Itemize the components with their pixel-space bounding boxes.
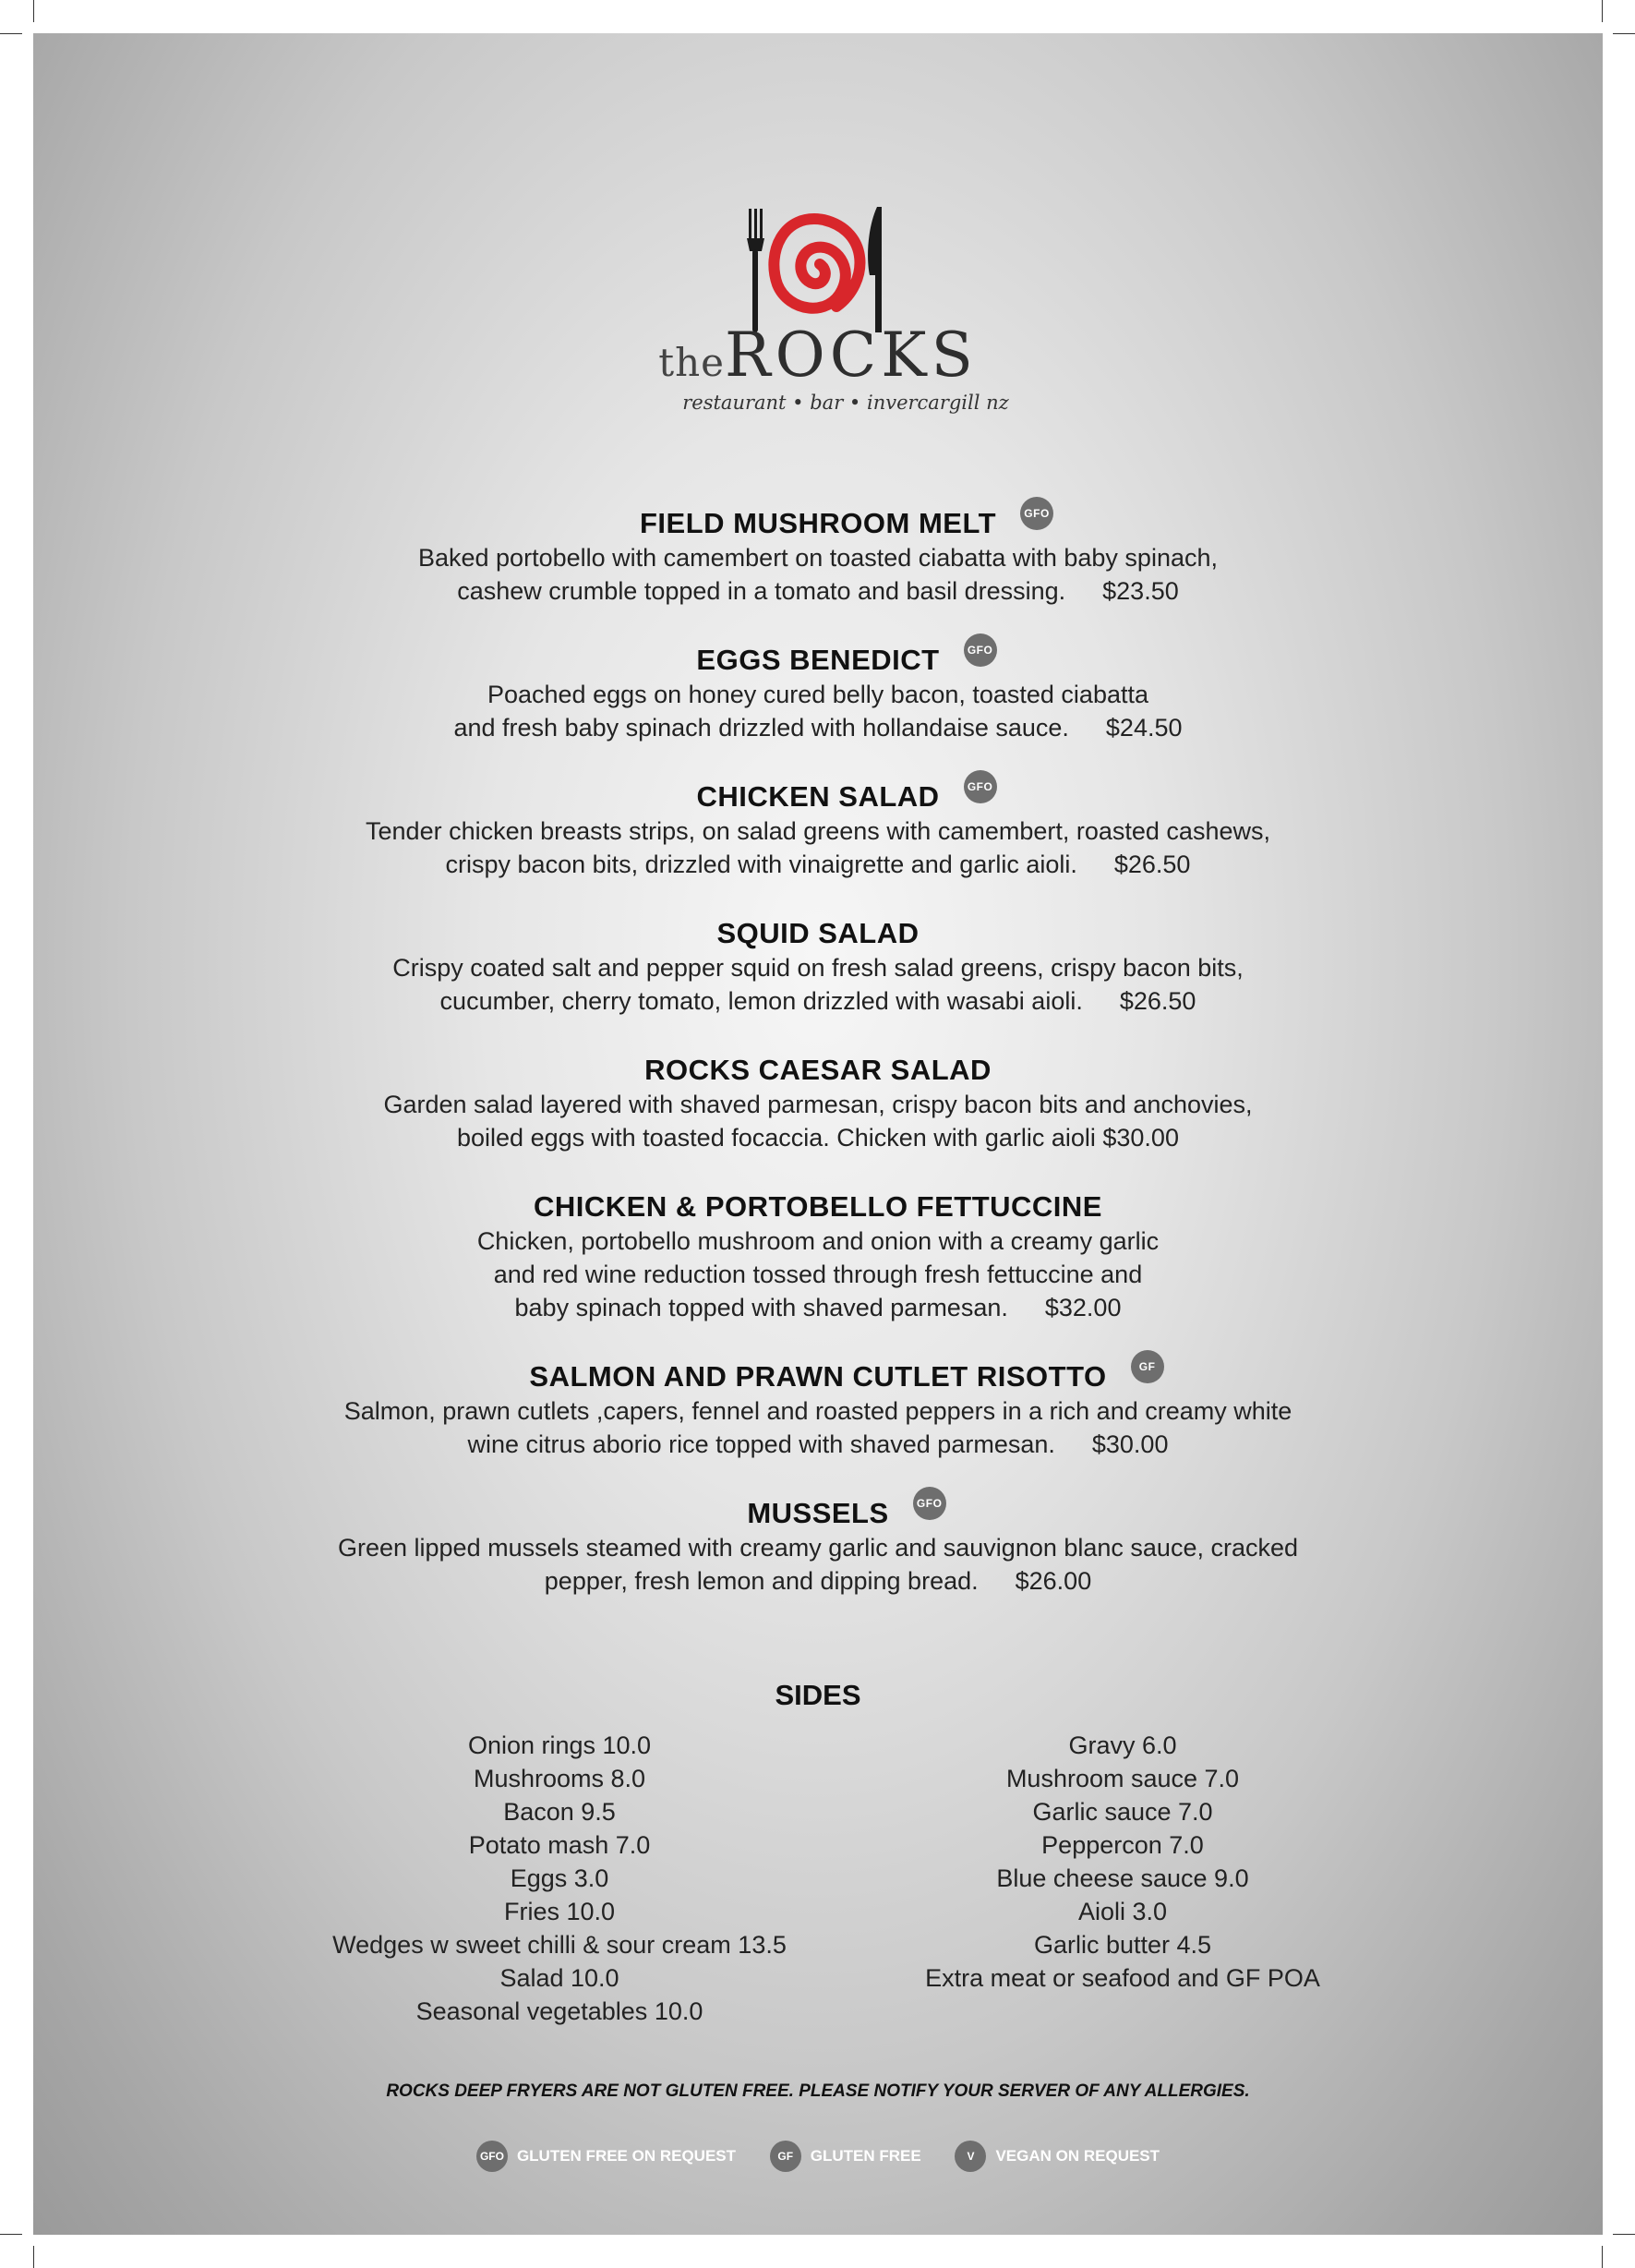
item-title-text: EGGS BENEDICT: [696, 644, 940, 676]
side-item: Bacon 9.5: [503, 1798, 616, 1826]
side-item: Aioli 3.0: [1077, 1898, 1168, 1925]
side-item: Wedges w sweet chilli & sour cream 13.5: [332, 1931, 787, 1959]
legend-item: [476, 2141, 736, 2172]
item-description-line: cashew crumble topped in a tomato and basil dressing. $23.50: [457, 577, 1179, 605]
item-description-line: pepper, fresh lemon and dipping bread. $26.00: [544, 1567, 1092, 1595]
dietary-legend: [33, 2141, 1603, 2172]
side-item: Potato mash 7.0: [468, 1831, 651, 1859]
side-item: Mushroom sauce 7.0: [1005, 1765, 1240, 1792]
item-description: [33, 541, 1603, 608]
menu-item: [33, 643, 1603, 744]
item-description-line: Garden salad layered with shaved parmesan, crispy bacon bits and anchovies,: [383, 1091, 1253, 1118]
crop-mark: [0, 2234, 22, 2235]
crop-mark: [33, 0, 34, 22]
sides-heading: SIDES: [775, 1679, 861, 1711]
legend-label: VEGAN ON REQUEST: [995, 2147, 1160, 2165]
side-item: Salad 10.0: [499, 1964, 619, 1992]
crop-mark: [1602, 0, 1603, 22]
item-description-line: baby spinach topped with shaved parmesan. $32.00: [514, 1294, 1122, 1321]
item-description-line: boiled eggs with toasted focaccia. Chicken with garlic aioli $30.00: [457, 1124, 1179, 1152]
item-price: $26.50: [1119, 987, 1196, 1015]
gfo-badge-icon: GFO: [1020, 497, 1053, 530]
item-description-line: Poached eggs on honey cured belly bacon, toasted ciabatta: [487, 681, 1148, 708]
legend-label: GLUTEN FREE ON REQUEST: [516, 2147, 737, 2165]
legend-label: GLUTEN FREE: [810, 2147, 921, 2165]
item-description-line: and red wine reduction tossed through fresh fettuccine and: [493, 1261, 1143, 1288]
crop-mark: [33, 2246, 34, 2268]
vegan-badge-icon: V: [955, 2141, 986, 2172]
gfo-badge-icon: GFO: [964, 633, 997, 667]
menu-item: [33, 916, 1603, 1018]
item-title: [534, 1189, 1102, 1224]
item-title: [716, 916, 919, 951]
menu-item: [33, 779, 1603, 881]
gf-badge-icon: GF: [1131, 1350, 1164, 1383]
menu-item: [33, 506, 1603, 608]
item-title: [747, 1496, 943, 1531]
item-title-text: CHICKEN SALAD: [696, 780, 940, 813]
item-title-text: MUSSELS: [747, 1497, 889, 1529]
item-title: [644, 1053, 992, 1088]
item-title: [529, 1359, 1156, 1394]
side-item: Blue cheese sauce 9.0: [996, 1864, 1249, 1892]
item-title: [696, 779, 993, 814]
menu-item: [33, 1359, 1603, 1461]
item-title-text: ROCKS CAESAR SALAD: [644, 1054, 992, 1086]
side-item: Seasonal vegetables 10.0: [415, 1997, 703, 2025]
side-item: Extra meat or seafood and GF POA: [925, 1964, 1320, 1992]
item-title: [696, 643, 993, 678]
item-description-line: cucumber, cherry tomato, lemon drizzled with wasabi aioli. $26.50: [439, 987, 1196, 1015]
gfo-badge-icon: GFO: [476, 2141, 508, 2172]
item-description: [33, 951, 1603, 1018]
item-title-text: SQUID SALAD: [716, 917, 920, 949]
item-price: $23.50: [1102, 577, 1179, 605]
item-description: [33, 1224, 1603, 1324]
side-item: Fries 10.0: [503, 1898, 616, 1925]
item-description: [33, 1394, 1603, 1461]
item-description: [33, 814, 1603, 881]
gf-badge-icon: GF: [770, 2141, 801, 2172]
sides-left-column: [273, 1729, 846, 2028]
item-price: $30.00: [1091, 1430, 1169, 1458]
item-price: $24.50: [1105, 714, 1183, 742]
gfo-badge-icon: GFO: [913, 1487, 946, 1520]
item-description-line: wine citrus aborio rice topped with shaved parmesan. $30.00: [467, 1430, 1169, 1458]
menu-items: [33, 506, 1603, 1633]
item-title-text: SALMON AND PRAWN CUTLET RISOTTO: [529, 1360, 1107, 1393]
item-price: $26.50: [1113, 850, 1191, 878]
brand-prefix: the: [658, 340, 725, 385]
gfo-badge-icon: GFO: [964, 770, 997, 803]
crop-mark: [1613, 2234, 1635, 2235]
side-item: Mushrooms 8.0: [473, 1765, 646, 1792]
brand-tagline: restaurant • bar • invercargill nz: [682, 392, 1009, 414]
item-title-text: FIELD MUSHROOM MELT: [639, 507, 997, 539]
side-item: Eggs 3.0: [510, 1864, 609, 1892]
menu-item: [33, 1496, 1603, 1598]
menu-item: [33, 1053, 1603, 1154]
item-description-line: Baked portobello with camembert on toasted ciabatta with baby spinach,: [417, 544, 1218, 572]
allergy-notice: ROCKS DEEP FRYERS ARE NOT GLUTEN FREE. PLEASE NOTIFY YOUR SERVER OF ANY ALLERGIES.: [386, 2081, 1250, 2101]
legend-item: [770, 2141, 921, 2172]
menu-page: [33, 33, 1603, 2235]
item-price: $32.00: [1044, 1294, 1122, 1321]
side-item: Onion rings 10.0: [467, 1731, 652, 1759]
side-item: Garlic butter 4.5: [1033, 1931, 1212, 1959]
legend-item: [955, 2141, 1160, 2172]
brand-name: ROCKS: [724, 320, 978, 391]
crop-mark: [0, 33, 22, 34]
item-description-line: crispy bacon bits, drizzled with vinaigrette and garlic aioli. $26.50: [445, 850, 1191, 878]
item-title-text: CHICKEN & PORTOBELLO FETTUCCINE: [534, 1190, 1102, 1223]
item-description: [33, 1531, 1603, 1598]
item-description: [33, 678, 1603, 744]
menu-item: [33, 1189, 1603, 1324]
item-price: $26.00: [1015, 1567, 1092, 1595]
item-description-line: Crispy coated salt and pepper squid on fresh salad greens, crispy bacon bits,: [392, 954, 1244, 982]
side-item: Peppercon 7.0: [1041, 1831, 1204, 1859]
item-description-line: and fresh baby spinach drizzled with hollandaise sauce. $24.50: [453, 714, 1183, 742]
item-description-line: Green lipped mussels steamed with creamy garlic and sauvignon blanc sauce, cracked: [337, 1534, 1299, 1562]
sides-right-column: [836, 1729, 1409, 1995]
crop-mark: [1613, 33, 1635, 34]
brand-wordmark: [33, 320, 1603, 391]
item-title: [639, 506, 1050, 541]
side-item: Gravy 6.0: [1068, 1731, 1177, 1759]
item-description-line: Salmon, prawn cutlets ,capers, fennel and roasted peppers in a rich and creamy white: [343, 1397, 1292, 1425]
item-description: [33, 1088, 1603, 1154]
crop-mark: [1602, 2246, 1603, 2268]
side-item: Garlic sauce 7.0: [1032, 1798, 1213, 1826]
item-description-line: Chicken, portobello mushroom and onion with a creamy garlic: [476, 1227, 1160, 1255]
item-description-line: Tender chicken breasts strips, on salad greens with camembert, roasted cashews,: [366, 817, 1270, 845]
